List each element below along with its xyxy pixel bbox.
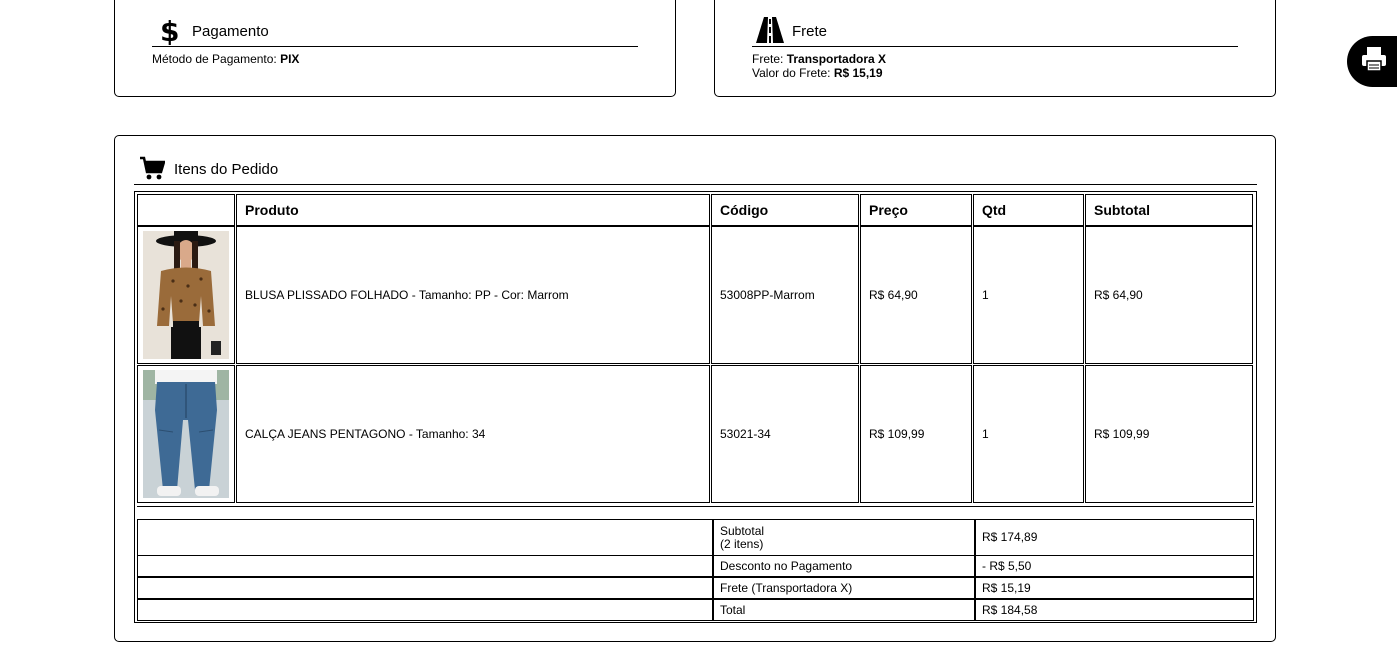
payment-title: Pagamento [192,23,269,40]
shipping-carrier [752,52,886,66]
printer-icon [1361,46,1387,77]
payment-method [152,52,299,66]
shipping-value-amount: R$ 15,19 [833,66,883,80]
table-row-2-subtotal: R$ 109,99 [1085,365,1253,503]
summary-spacer-4 [137,599,713,621]
table-row-2-product[interactable]: CALÇA JEANS PENTAGONO - Tamanho: 34 [236,365,710,503]
shipping-carrier-label: Frete: [752,52,787,66]
summary-subtotal-value: R$ 174,89 [975,519,1254,556]
summary-total-label: Total [713,599,975,621]
header-subtotal: Subtotal [1085,194,1253,226]
table-row-1-price: R$ 64,90 [860,226,972,364]
summary-shipping-value: R$ 15,19 [975,577,1254,599]
items-table [134,191,1257,623]
table-row-2-code: 53021-34 [711,365,859,503]
dollar-icon [152,14,188,46]
shipping-carrier-value: Transportadora X [786,52,887,66]
table-row-1-image [137,226,235,364]
summary-total-value: R$ 184,58 [975,599,1254,621]
header-price: Preço [860,194,972,226]
order-items-card [114,135,1276,642]
header-qty: Qtd [973,194,1084,226]
items-title: Itens do Pedido [174,161,279,178]
table-row-1-product[interactable]: BLUSA PLISSADO FOLHADO - Tamanho: PP - Cor: Marrom [236,226,710,364]
shipping-details [752,52,886,80]
road-icon [752,14,788,46]
summary-discount-label: Desconto no Pagamento [713,555,975,577]
shipping-card [714,0,1276,97]
payment-card [114,0,676,97]
summary-subtotal-label-line1: Subtotal [720,523,765,538]
summary-discount-value: - R$ 5,50 [975,555,1254,577]
shipping-value [752,66,886,80]
header-code: Código [711,194,859,226]
header-product: Produto [236,194,710,226]
payment-method-value: PIX [280,52,300,66]
summary-subtotal-label [713,519,975,556]
table-row-1-qty: 1 [973,226,1084,364]
payment-method-label: Método de Pagamento: [152,52,281,66]
shipping-header [752,11,1238,47]
table-row-2-qty: 1 [973,365,1084,503]
shipping-value-label: Valor do Frete: [752,66,834,80]
items-header [134,152,1257,185]
table-divider [137,506,1254,507]
print-button[interactable] [1347,36,1397,87]
product-image-jeans[interactable] [143,370,229,498]
header-image-cell [137,194,235,226]
table-row-2-price: R$ 109,99 [860,365,972,503]
summary-spacer-3 [137,577,713,599]
table-row-1-code: 53008PP-Marrom [711,226,859,364]
summary-subtotal-label-line2: (2 itens) [720,536,764,551]
summary-spacer-2 [137,555,713,577]
table-row-2-image [137,365,235,503]
cart-icon [134,152,170,184]
table-row-1-subtotal: R$ 64,90 [1085,226,1253,364]
summary-spacer-1 [137,519,713,556]
product-image-blouse[interactable] [143,231,229,359]
payment-header [152,11,638,47]
summary-shipping-label: Frete (Transportadora X) [713,577,975,599]
svg-text:$: $ [160,15,180,45]
shipping-title: Frete [792,23,828,40]
